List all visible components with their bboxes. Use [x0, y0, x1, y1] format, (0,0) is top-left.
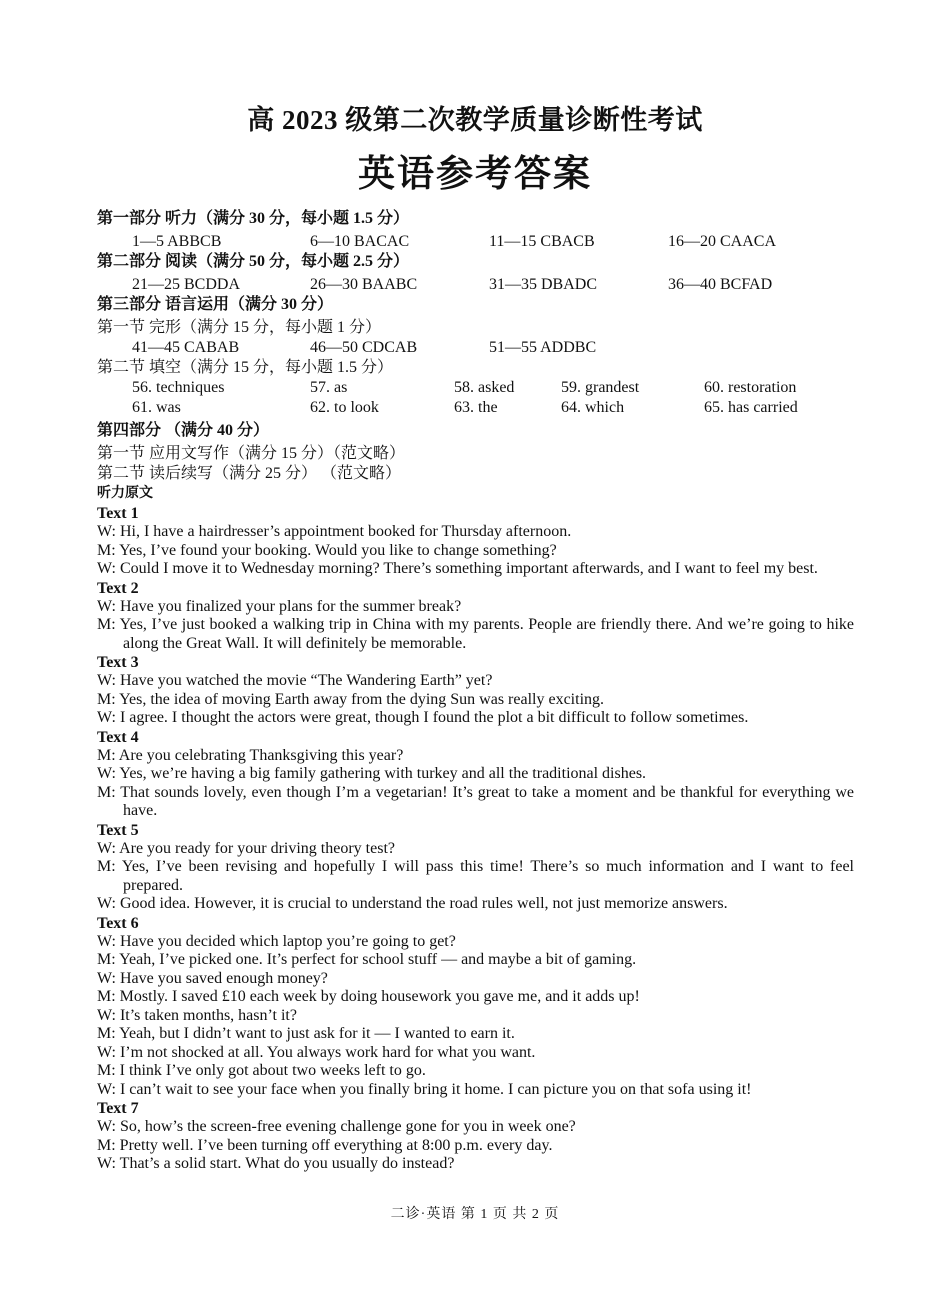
- answer-group: 31—35 DBADC: [489, 276, 598, 293]
- dialogue-line: W: Yes, we’re having a big family gathering with turkey and all the traditional dishes.: [97, 765, 647, 782]
- part4-heading: 第四部分 （满分 40 分）: [97, 422, 270, 439]
- exam-title: 高 2023 级第二次教学质量诊断性考试: [247, 105, 703, 135]
- dialogue-line: W: Have you watched the movie “The Wandering Earth” yet?: [97, 672, 493, 689]
- content: [97, 209, 854, 1174]
- dialogue-line: W: I agree. I thought the actors were great, though I found the plot a bit difficult to follow sometimes.: [97, 709, 749, 726]
- dialogue-line: M: Yes, the idea of moving Earth away from the dying Sun was really exciting.: [97, 690, 605, 708]
- part3-heading: 第三部分 语言运用（满分 30 分）: [97, 296, 334, 313]
- dialogue-line: M: Are you celebrating Thanksgiving this year?: [97, 746, 404, 764]
- answer-group: 21—25 BCDDA: [132, 276, 241, 293]
- part3-section2-row2: [97, 398, 854, 418]
- dialogue-line: W: Have you saved enough money?: [97, 969, 328, 987]
- text-title: Text 2: [97, 579, 139, 597]
- dialogue-line: W: Have you finalized your plans for the summer break?: [97, 597, 462, 615]
- dialogue-line: M: Yes, I’ve found your booking. Would you like to change something?: [97, 541, 557, 559]
- dialogue-line: M: I think I’ve only got about two weeks left to go.: [97, 1062, 426, 1079]
- text-title: Text 6: [97, 914, 139, 932]
- blank-answer: 60. restoration: [704, 379, 797, 396]
- answer-key-title: 英语参考答案: [358, 154, 592, 195]
- blank-answer: 63. the: [454, 399, 498, 416]
- transcript: [97, 504, 854, 1174]
- dialogue-line: M: Yeah, but I didn’t want to just ask for it — I wanted to earn it.: [97, 1025, 515, 1042]
- blank-answer: 56. techniques: [132, 379, 225, 396]
- text-title: Text 5: [97, 821, 139, 839]
- answer-group: 51—55 ADDBC: [489, 339, 597, 356]
- part4-section1: 第一节 应用文写作（满分 15 分）（范文略）: [97, 445, 406, 462]
- blank-answer: 64. which: [561, 399, 625, 416]
- answer-group: 26—30 BAABC: [310, 276, 418, 293]
- dialogue-line: M: Yeah, I’ve picked one. It’s perfect for school stuff — and maybe a bit of gaming.: [97, 951, 637, 968]
- answer-group: 41—45 CABAB: [132, 339, 240, 356]
- dialogue-line: M: Yes, I’ve been revising and hopefully I will pass this time! There’s so much information and I want to feel prepared.: [97, 858, 854, 894]
- dialogue-line: W: I can’t wait to see your face when you finally bring it home. I can picture you on that sofa using it!: [97, 1080, 752, 1098]
- dialogue-line: M: Pretty well. I’ve been turning off everything at 8:00 p.m. every day.: [97, 1136, 553, 1154]
- answer-group: 46—50 CDCAB: [310, 339, 418, 356]
- part1-answers: [97, 232, 854, 252]
- blank-answer: 59. grandest: [561, 379, 640, 396]
- transcript-heading: 听力原文: [97, 486, 153, 501]
- dialogue-line: M: That sounds lovely, even though I’m a vegetarian! It’s great to take a moment and be thankful for everything we have.: [97, 783, 854, 819]
- part3-section2-heading: 第二节 填空（满分 15 分，每小题 1.5 分）: [97, 359, 394, 376]
- blank-answer: 61. was: [132, 399, 181, 416]
- blank-answer: 65. has carried: [704, 399, 798, 416]
- text-title: Text 3: [97, 654, 139, 671]
- page-footer: 二诊·英语 第 1 页 共 2 页: [390, 1207, 560, 1222]
- part2-answers: [97, 275, 854, 295]
- dialogue-line: W: So, how’s the screen-free evening challenge gone for you in week one?: [97, 1118, 576, 1135]
- blank-answer: 58. asked: [454, 379, 515, 396]
- answer-group: 1—5 ABBCB: [132, 233, 222, 250]
- dialogue-line: W: That’s a solid start. What do you usually do instead?: [97, 1155, 455, 1172]
- dialogue-line: M: Mostly. I saved £10 each week by doing housework you gave me, and it adds up!: [97, 988, 640, 1005]
- text-title: Text 1: [97, 505, 139, 522]
- dialogue-line: W: Are you ready for your driving theory test?: [97, 839, 395, 857]
- part3-section1-heading: 第一节 完形（满分 15 分，每小题 1 分）: [97, 319, 382, 336]
- part1-heading: 第一部分 听力（满分 30 分，每小题 1.5 分）: [97, 210, 410, 227]
- answer-group: 6—10 BACAC: [310, 233, 410, 250]
- dialogue-line: M: Yes, I’ve just booked a walking trip in China with my parents. People are friendly there. And we’re going to hike along the Great Wall. It will definitely be memorable.: [97, 616, 854, 652]
- part3-section1-answers: [97, 338, 854, 358]
- answer-group: 11—15 CBACB: [489, 233, 595, 250]
- dialogue-line: W: Have you decided which laptop you’re going to get?: [97, 932, 456, 950]
- blank-answer: 62. to look: [310, 399, 379, 416]
- blank-answer: 57. as: [310, 379, 348, 396]
- dialogue-line: W: Good idea. However, it is crucial to understand the road rules well, not just memorize answers.: [97, 895, 728, 912]
- answer-group: 16—20 CAACA: [668, 233, 777, 250]
- part4-section2: 第二节 读后续写（满分 25 分） （范文略）: [97, 465, 402, 482]
- dialogue-line: W: Could I move it to Wednesday morning? There’s something important afterwards, and I want to feel my best.: [97, 560, 818, 577]
- answer-group: 36—40 BCFAD: [668, 276, 773, 293]
- dialogue-line: W: Hi, I have a hairdresser’s appointment booked for Thursday afternoon.: [97, 523, 572, 540]
- part3-section2-row1: [97, 378, 854, 398]
- dialogue-line: W: It’s taken months, hasn’t it?: [97, 1006, 297, 1024]
- part2-heading: 第二部分 阅读（满分 50 分，每小题 2.5 分）: [97, 253, 410, 270]
- text-title: Text 4: [97, 728, 139, 746]
- dialogue-line: W: I’m not shocked at all. You always work hard for what you want.: [97, 1043, 536, 1061]
- text-title: Text 7: [97, 1100, 139, 1117]
